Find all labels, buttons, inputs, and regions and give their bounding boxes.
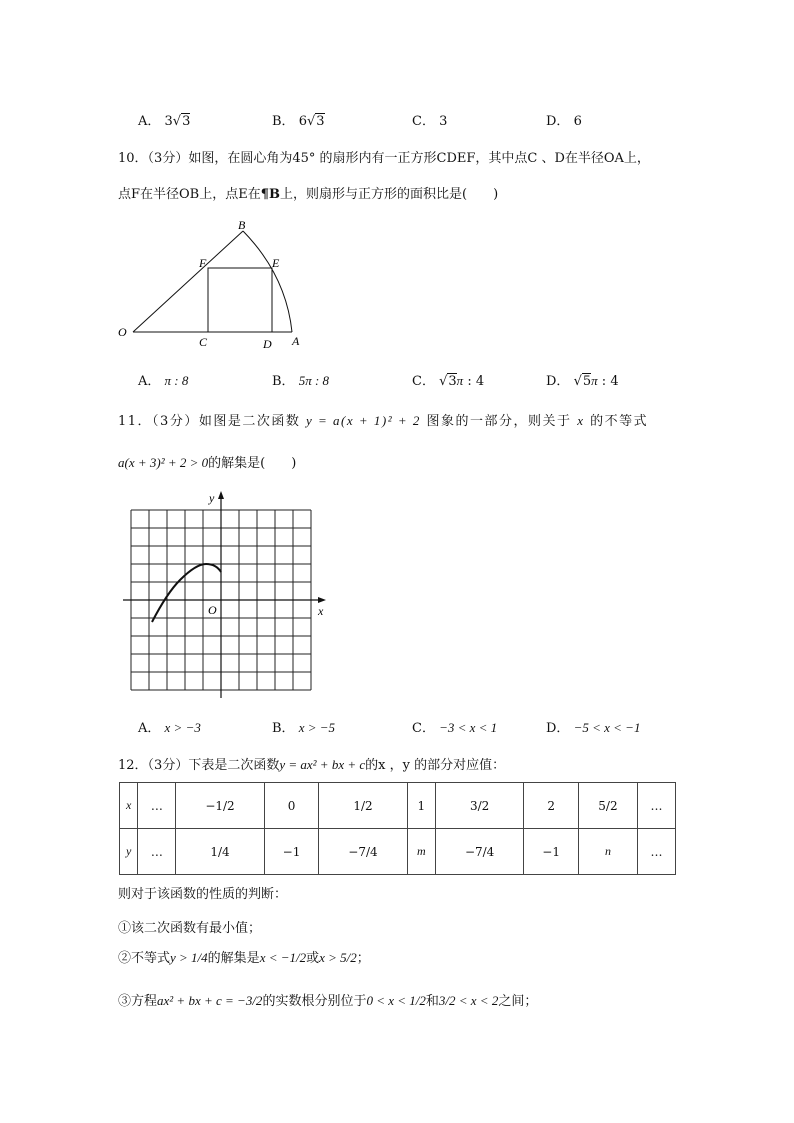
q12-statement-3: ③方程ax² + bx + c = −3/2的实数根分别位于0 < x < 1/2和3/2 < x < 2之间； <box>118 993 538 1009</box>
q10-line2: 点F在半径OB上，点E在¶B上，则扇形与正方形的面积比是( ) <box>118 187 499 202</box>
table-cell: 1 <box>407 783 435 829</box>
q11-option-b: B． x > −5 <box>272 720 336 736</box>
q9-option-c: C． 3 <box>412 114 448 129</box>
x-label: x <box>318 604 324 618</box>
table-cell: 5/2 <box>578 783 637 829</box>
table-cell: n <box>578 829 637 875</box>
table-row-y <box>120 829 676 875</box>
q9-option-a: A． 3√3 <box>138 114 191 129</box>
q10-figure <box>110 215 310 350</box>
table-cell: −1/2 <box>176 783 264 829</box>
q11-line1: 11．（3分）如图是二次函数 y = a(x + 1)² + 2 图象的一部分，则关于 x 的不等式 <box>118 413 649 429</box>
table-cell: 0 <box>264 783 318 829</box>
q11-line2: a(x + 3)² + 2 > 0的解集是( ) <box>118 455 297 471</box>
label-c: C <box>199 335 208 349</box>
q12-line1: 12．（3分）下表是二次函数y = ax² + bx + c的x ，y 的部分对应值： <box>118 757 506 773</box>
q10-option-c: C． √3π : 4 <box>412 373 485 389</box>
table-cell: … <box>638 783 676 829</box>
x-arrow <box>318 597 326 603</box>
table-cell: 3/2 <box>435 783 523 829</box>
q12-table <box>119 782 676 875</box>
q10-line1: 10．（3分）如图，在圆心角为45° 的扇形内有一正方形CDEF，其中点C 、D在半径OA上， <box>118 151 650 166</box>
q9-option-d: D． 6 <box>546 114 582 129</box>
origin-label: O <box>208 603 217 617</box>
q11-option-c: C． −3 < x < 1 <box>412 720 498 736</box>
table-cell: … <box>138 829 176 875</box>
q9-option-b: B． 6√3 <box>272 114 325 129</box>
y-arrow <box>218 491 224 499</box>
table-cell: −7/4 <box>319 829 407 875</box>
table-head: y <box>120 829 138 875</box>
label-f: F <box>199 256 207 270</box>
label-a: A <box>292 334 300 348</box>
q11-option-d: D． −5 < x < −1 <box>546 720 641 736</box>
table-cell: 2 <box>524 783 578 829</box>
q11-graph <box>120 488 335 700</box>
table-cell: … <box>138 783 176 829</box>
label-e: E <box>272 256 280 270</box>
q10-option-d: D． √5π : 4 <box>546 373 619 389</box>
label-o: O <box>118 325 127 339</box>
table-cell: −1 <box>524 829 578 875</box>
table-row-x <box>120 783 676 829</box>
table-cell: −7/4 <box>435 829 523 875</box>
q10-option-b: B． 5π : 8 <box>272 373 330 389</box>
q12-statement-1: ①该二次函数有最小值； <box>118 921 262 936</box>
label-b: B <box>238 218 246 232</box>
table-cell: 1/2 <box>319 783 407 829</box>
q12-judge-intro: 则对于该函数的性质的判断： <box>118 887 288 902</box>
q10-option-a: A． π : 8 <box>138 373 189 389</box>
table-cell: −1 <box>264 829 318 875</box>
table-cell: 1/4 <box>176 829 264 875</box>
q11-option-a: A． x > −3 <box>138 720 201 736</box>
table-head: x <box>120 783 138 829</box>
table-cell: … <box>638 829 676 875</box>
arc-glyph: ¶B <box>260 187 280 202</box>
y-label: y <box>209 491 215 505</box>
label-d: D <box>263 337 272 350</box>
table-cell: m <box>407 829 435 875</box>
q12-statement-2: ②不等式y > 1/4的解集是x < −1/2或x > 5/2； <box>118 950 370 966</box>
